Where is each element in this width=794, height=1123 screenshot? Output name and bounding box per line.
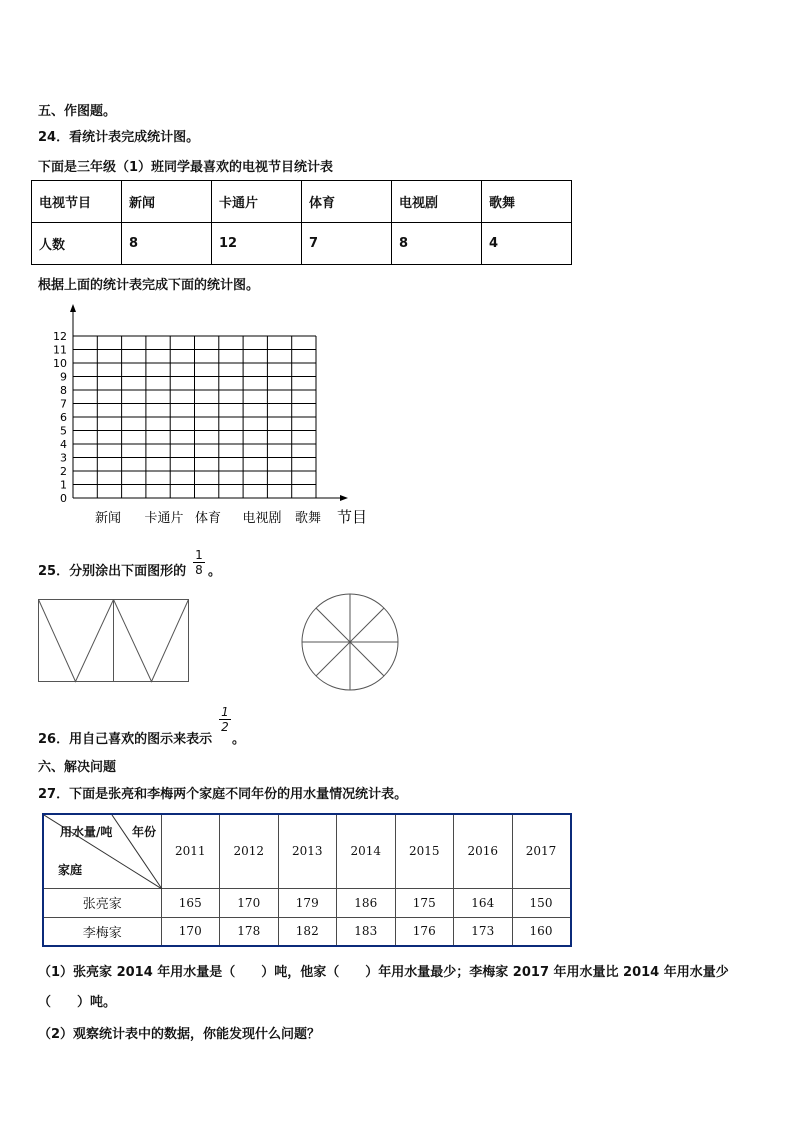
q25-text (38, 560, 186, 579)
x-category-label: 新闻 (94, 511, 122, 526)
fraction-numerator: 1 (221, 705, 229, 719)
water-usage-table (42, 813, 572, 947)
table-cell: 186 (337, 888, 396, 917)
x-category-label: 卡通片 (144, 511, 184, 526)
q27-sub1-line2: （ ）吨。 (38, 995, 117, 1010)
y-axis-arrow (70, 304, 76, 312)
year-header: 2013 (278, 814, 337, 888)
y-tick-label: 3 (60, 451, 67, 465)
circle-eighths-shape[interactable] (300, 592, 400, 692)
table-cell: 电视节目 (32, 181, 122, 223)
diag-year-label: 年份 (132, 825, 157, 839)
table-cell: 182 (278, 917, 337, 946)
y-tick-label: 10 (53, 357, 67, 370)
table-cell: 176 (395, 917, 454, 946)
year-header: 2011 (161, 814, 220, 888)
diag-quantity-label: 用水量/吨 (60, 825, 113, 839)
blank-bar-chart[interactable] (30, 300, 390, 532)
q25-label: 25．分别涂出下面图形的 (38, 564, 187, 579)
year-header: 2012 (220, 814, 279, 888)
q26-fraction (219, 706, 231, 733)
year-header: 2014 (337, 814, 396, 888)
fraction-denominator: 8 (195, 563, 203, 577)
table-cell: 178 (220, 917, 279, 946)
table-cell: 卡通片 (212, 181, 302, 223)
family-name: 李梅家 (43, 917, 161, 946)
table-cell: 8 (392, 223, 482, 265)
table-cell: 8 (122, 223, 212, 265)
q24-table-caption: 下面是三年级（1）班同学最喜欢的电视节目统计表 (38, 160, 334, 175)
q24-title: 24．看统计表完成统计图。 (38, 130, 200, 145)
year-header: 2016 (454, 814, 513, 888)
table-cell: 179 (278, 888, 337, 917)
table-cell: 170 (161, 917, 220, 946)
q26-label: 26．用自己喜欢的图示来表示 (38, 732, 213, 747)
year-header: 2015 (395, 814, 454, 888)
q27-sub2: （2）观察统计表中的数据，你能发现什么问题？ (38, 1027, 321, 1042)
y-tick-label: 9 (60, 370, 67, 384)
table-cell: 体育 (302, 181, 392, 223)
fraction-denominator: 2 (221, 720, 229, 734)
y-tick-label: 8 (60, 384, 67, 397)
y-tick-label: 6 (60, 411, 67, 424)
fraction-numerator: 1 (195, 548, 203, 562)
table-cell: 新闻 (122, 181, 212, 223)
table-cell: 160 (512, 917, 571, 946)
y-tick-labels (53, 330, 67, 505)
x-axis-label: 节目 (337, 508, 368, 526)
table-row (32, 223, 572, 265)
x-category-label: 体育 (194, 511, 222, 526)
y-tick-label: 5 (60, 424, 67, 438)
table-cell: 170 (220, 888, 279, 917)
tv-program-table (31, 180, 572, 265)
y-tick-label: 2 (60, 465, 67, 478)
table-cell: 173 (454, 917, 513, 946)
table-cell: 歌舞 (482, 181, 572, 223)
table-row (43, 888, 571, 917)
q24-instruction: 根据上面的统计表完成下面的统计图。 (38, 278, 260, 293)
y-tick-label: 7 (60, 397, 67, 411)
section-six-heading: 六、解决问题 (38, 760, 117, 775)
table-cell: 7 (302, 223, 392, 265)
y-tick-label: 1 (60, 478, 67, 492)
y-tick-label: 12 (53, 330, 67, 343)
table-header-row (43, 814, 571, 888)
x-category-label: 电视剧 (242, 511, 282, 526)
table-cell: 人数 (32, 223, 122, 265)
q25-end: 。 (208, 564, 222, 579)
table-cell: 12 (212, 223, 302, 265)
section-five-heading: 五、作图题。 (38, 104, 117, 119)
x-axis-arrow (340, 495, 348, 501)
q26-end: 。 (232, 732, 246, 747)
q27-sub1-line1: （1）张亮家 2014 年用水量是（ ）吨，他家（ ）年用水量最少；李梅家 2017 年用水量比 2014 年用水量少 (38, 965, 729, 980)
zigzag-rectangle-shape[interactable] (38, 599, 190, 683)
diag-family-label: 家庭 (58, 863, 83, 877)
table-row (32, 181, 572, 223)
q27-title: 27．下面是张亮和李梅两个家庭不同年份的用水量情况统计表。 (38, 787, 408, 802)
family-name: 张亮家 (43, 888, 161, 917)
table-cell: 164 (454, 888, 513, 917)
table-cell: 183 (337, 917, 396, 946)
year-header: 2017 (512, 814, 571, 888)
table-cell: 150 (512, 888, 571, 917)
table-row (43, 917, 571, 946)
y-tick-label: 11 (53, 343, 67, 357)
table-cell: 4 (482, 223, 572, 265)
diagonal-header-cell (43, 814, 161, 888)
q25-fraction (193, 549, 205, 576)
x-category-labels (95, 510, 321, 526)
x-category-label: 歌舞 (294, 511, 322, 526)
chart-grid (73, 336, 316, 498)
table-cell: 175 (395, 888, 454, 917)
table-cell: 165 (161, 888, 220, 917)
y-tick-label: 4 (60, 438, 67, 451)
y-tick-label: 0 (60, 492, 67, 505)
table-cell: 电视剧 (392, 181, 482, 223)
